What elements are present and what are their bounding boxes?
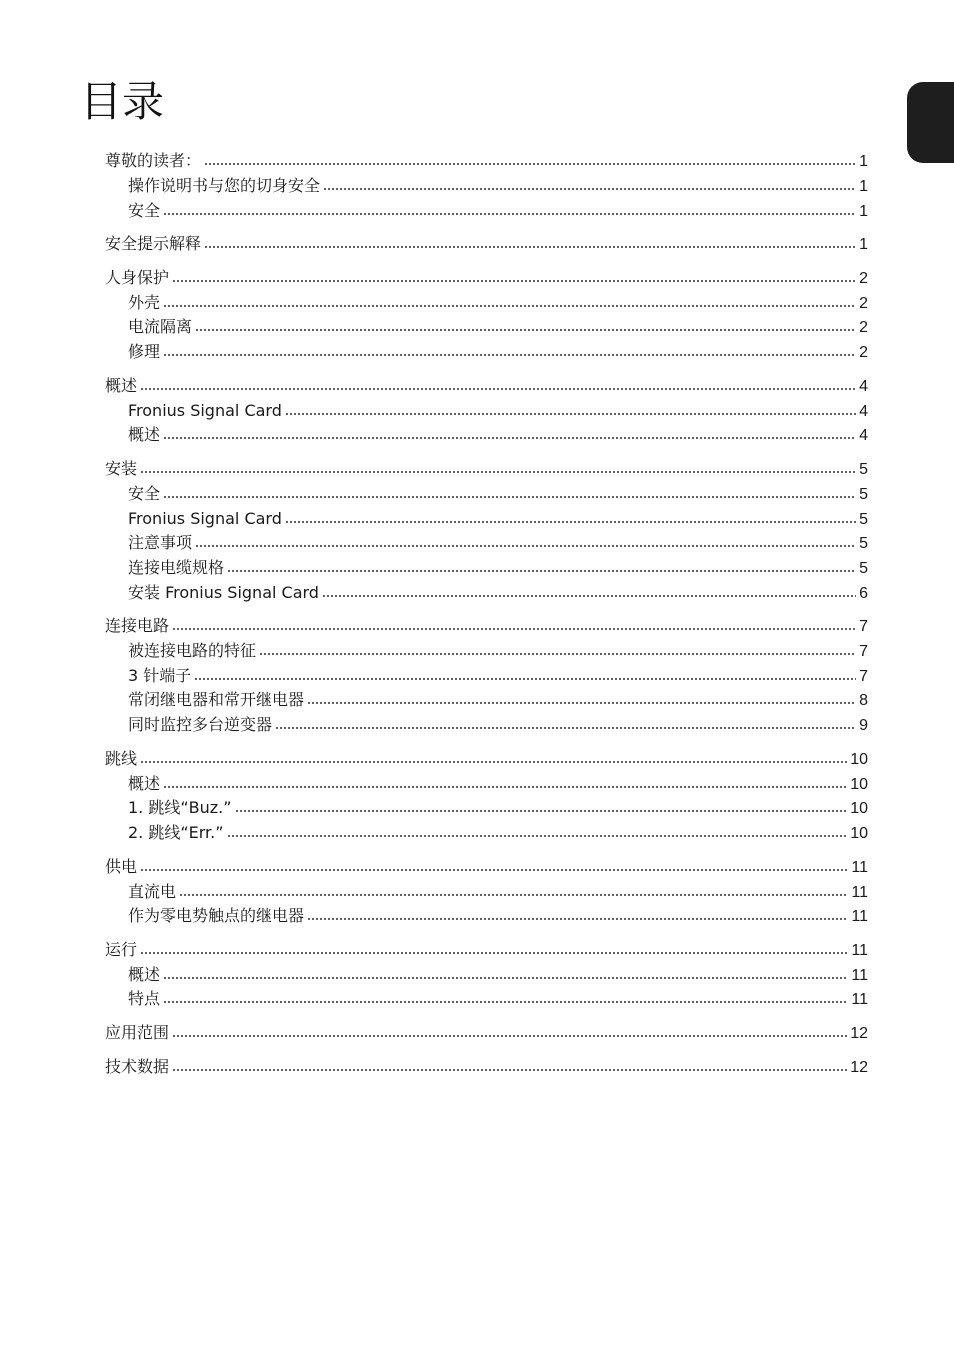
toc-entry-page: 10 — [850, 800, 868, 817]
toc-dot-leader — [163, 494, 856, 500]
toc-entry-page: 11 — [851, 908, 868, 925]
toc-entry-page: 6 — [859, 585, 868, 602]
toc-entry-label: 外壳 — [128, 293, 161, 312]
toc-entry[interactable] — [128, 508, 868, 530]
toc-entry[interactable] — [128, 582, 868, 604]
toc-dot-leader — [163, 999, 848, 1005]
toc-entry-label: 修理 — [128, 342, 161, 361]
toc-entry[interactable] — [128, 532, 868, 554]
toc-entry-page: 8 — [859, 692, 868, 709]
toc-entry-label: 电流隔离 — [128, 317, 193, 336]
toc-entry-page: 7 — [859, 668, 868, 685]
toc-entry-page: 1 — [859, 178, 868, 195]
toc-entry[interactable] — [128, 483, 868, 505]
toc-entry-page: 10 — [850, 751, 868, 768]
toc-dot-leader — [227, 568, 856, 574]
toc-dot-leader — [194, 676, 856, 682]
toc-entry[interactable] — [105, 748, 868, 770]
toc-entry-page: 4 — [859, 403, 868, 420]
toc-entry-label: 常闭继电器和常开继电器 — [128, 690, 305, 709]
toc-entry-label: 直流电 — [128, 882, 177, 901]
toc-entry-page: 5 — [859, 461, 868, 478]
toc-entry-label: 3 针端子 — [128, 666, 192, 685]
toc-dot-leader — [227, 833, 848, 839]
toc-entry[interactable] — [105, 1056, 868, 1078]
toc-entry-label: 安装 — [105, 459, 138, 478]
toc-entry-page: 11 — [851, 859, 868, 876]
toc-entry[interactable] — [128, 640, 868, 662]
toc-dot-leader — [172, 1033, 847, 1039]
toc-entry-page: 11 — [851, 991, 868, 1008]
toc-entry-label: 连接电路 — [105, 616, 170, 635]
toc-entry-label: 应用范围 — [105, 1023, 170, 1042]
toc-dot-leader — [195, 327, 856, 333]
toc-entry[interactable] — [128, 881, 868, 903]
toc-entry-page: 11 — [851, 942, 868, 959]
toc-entry-page: 5 — [859, 535, 868, 552]
toc-dot-leader — [163, 975, 848, 981]
toc-dot-leader — [285, 411, 856, 417]
toc-dot-leader — [179, 892, 848, 898]
toc-entry-page: 10 — [850, 825, 868, 842]
toc-entry-page: 2 — [859, 295, 868, 312]
toc-entry[interactable] — [105, 233, 868, 255]
toc-entry[interactable] — [128, 773, 868, 795]
toc-dot-leader — [307, 700, 856, 706]
toc-entry-label: 技术数据 — [105, 1057, 170, 1076]
toc-entry[interactable] — [105, 375, 868, 397]
toc-dot-leader — [275, 725, 856, 731]
toc-entry-page: 7 — [859, 618, 868, 635]
toc-entry[interactable] — [105, 1022, 868, 1044]
toc-dot-leader — [322, 593, 856, 599]
toc-dot-leader — [172, 626, 856, 632]
toc-entry[interactable] — [128, 665, 868, 687]
toc-dot-leader — [195, 543, 856, 549]
toc-entry[interactable] — [128, 905, 868, 927]
toc-entry-label: 概述 — [105, 376, 138, 395]
toc-entry-label: Fronius Signal Card — [128, 509, 282, 528]
toc-entry[interactable] — [105, 150, 868, 172]
toc-entry[interactable] — [128, 822, 868, 844]
toc-entry[interactable] — [128, 400, 868, 422]
toc-entry[interactable] — [128, 714, 868, 736]
toc-entry-page: 7 — [859, 643, 868, 660]
toc-entry-page: 1 — [859, 203, 868, 220]
toc-dot-leader — [204, 244, 856, 250]
toc-entry-label: 被连接电路的特征 — [128, 641, 257, 660]
toc-entry-page: 5 — [859, 486, 868, 503]
toc-entry-label: 安全 — [128, 484, 161, 503]
toc-dot-leader — [285, 519, 856, 525]
toc-dot-leader — [172, 1067, 847, 1073]
toc-entry[interactable] — [128, 689, 868, 711]
toc-entry-label: 供电 — [105, 857, 138, 876]
toc-entry-label: 人身保护 — [105, 268, 170, 287]
toc-dot-leader — [204, 161, 856, 167]
toc-entry[interactable] — [128, 175, 868, 197]
toc-entry-label: 概述 — [128, 965, 161, 984]
toc-entry-label: 操作说明书与您的切身安全 — [128, 176, 321, 195]
toc-entry[interactable] — [128, 200, 868, 222]
toc-dot-leader — [140, 759, 847, 765]
toc-entry[interactable] — [128, 964, 868, 986]
toc-entry-page: 4 — [859, 427, 868, 444]
toc-entry-page: 2 — [859, 270, 868, 287]
toc-entry-label: 注意事项 — [128, 533, 193, 552]
page-title: 目录 — [80, 77, 165, 126]
toc-entry-label: 概述 — [128, 774, 161, 793]
toc-entry[interactable] — [128, 292, 868, 314]
toc-entry[interactable] — [105, 615, 868, 637]
toc-entry[interactable] — [128, 557, 868, 579]
toc-entry-label: Fronius Signal Card — [128, 401, 282, 420]
toc-entry-label: 跳线 — [105, 749, 138, 768]
toc-dot-leader — [140, 867, 848, 873]
toc-entry-label: 特点 — [128, 989, 161, 1008]
toc-entry-label: 安全 — [128, 201, 161, 220]
toc-dot-leader — [307, 916, 848, 922]
toc-dot-leader — [140, 469, 856, 475]
toc-entry-page: 1 — [859, 153, 868, 170]
toc-entry[interactable] — [128, 424, 868, 446]
toc-entry-page: 2 — [859, 319, 868, 336]
toc-entry-page: 11 — [851, 884, 868, 901]
toc-entry-label: 运行 — [105, 940, 138, 959]
toc-entry-label: 安装 Fronius Signal Card — [128, 583, 319, 602]
toc-entry[interactable] — [105, 267, 868, 289]
toc-entry-page: 5 — [859, 511, 868, 528]
toc-entry-label: 连接电缆规格 — [128, 558, 225, 577]
toc-dot-leader — [163, 352, 856, 358]
toc-entry-label: 安全提示解释 — [105, 234, 202, 253]
toc-dot-leader — [163, 784, 847, 790]
toc-entry-page: 1 — [859, 236, 868, 253]
toc-entry[interactable] — [105, 939, 868, 961]
toc-entry[interactable] — [128, 797, 868, 819]
toc-entry[interactable] — [128, 988, 868, 1010]
toc-dot-leader — [163, 435, 856, 441]
toc-entry-label: 同时监控多台逆变器 — [128, 715, 273, 734]
toc-dot-leader — [235, 808, 848, 814]
toc-entry-page: 12 — [850, 1025, 868, 1042]
toc-entry-label: 概述 — [128, 425, 161, 444]
toc-entry-label: 作为零电势触点的继电器 — [128, 906, 305, 925]
toc-dot-leader — [259, 651, 856, 657]
toc-entry-page: 2 — [859, 344, 868, 361]
toc-entry-page: 12 — [850, 1059, 868, 1076]
toc-dot-leader — [163, 211, 856, 217]
toc-entry-label: 尊敬的读者： — [105, 151, 202, 170]
toc-entry-label: 1. 跳线“Buz.” — [128, 798, 232, 817]
toc-entry-label: 2. 跳线“Err.” — [128, 823, 224, 842]
toc-entry[interactable] — [128, 341, 868, 363]
toc-dot-leader — [172, 278, 856, 284]
toc-entry[interactable] — [105, 458, 868, 480]
toc-entry[interactable] — [105, 856, 868, 878]
toc-dot-leader — [140, 386, 856, 392]
toc-entry[interactable] — [128, 316, 868, 338]
toc-dot-leader — [163, 303, 856, 309]
toc-entry-page: 5 — [859, 560, 868, 577]
toc-entry-page: 10 — [850, 776, 868, 793]
toc-entry-page: 11 — [851, 967, 868, 984]
toc-dot-leader — [323, 186, 856, 192]
toc-dot-leader — [140, 950, 848, 956]
toc-entry-page: 4 — [859, 378, 868, 395]
toc-entry-page: 9 — [859, 717, 868, 734]
